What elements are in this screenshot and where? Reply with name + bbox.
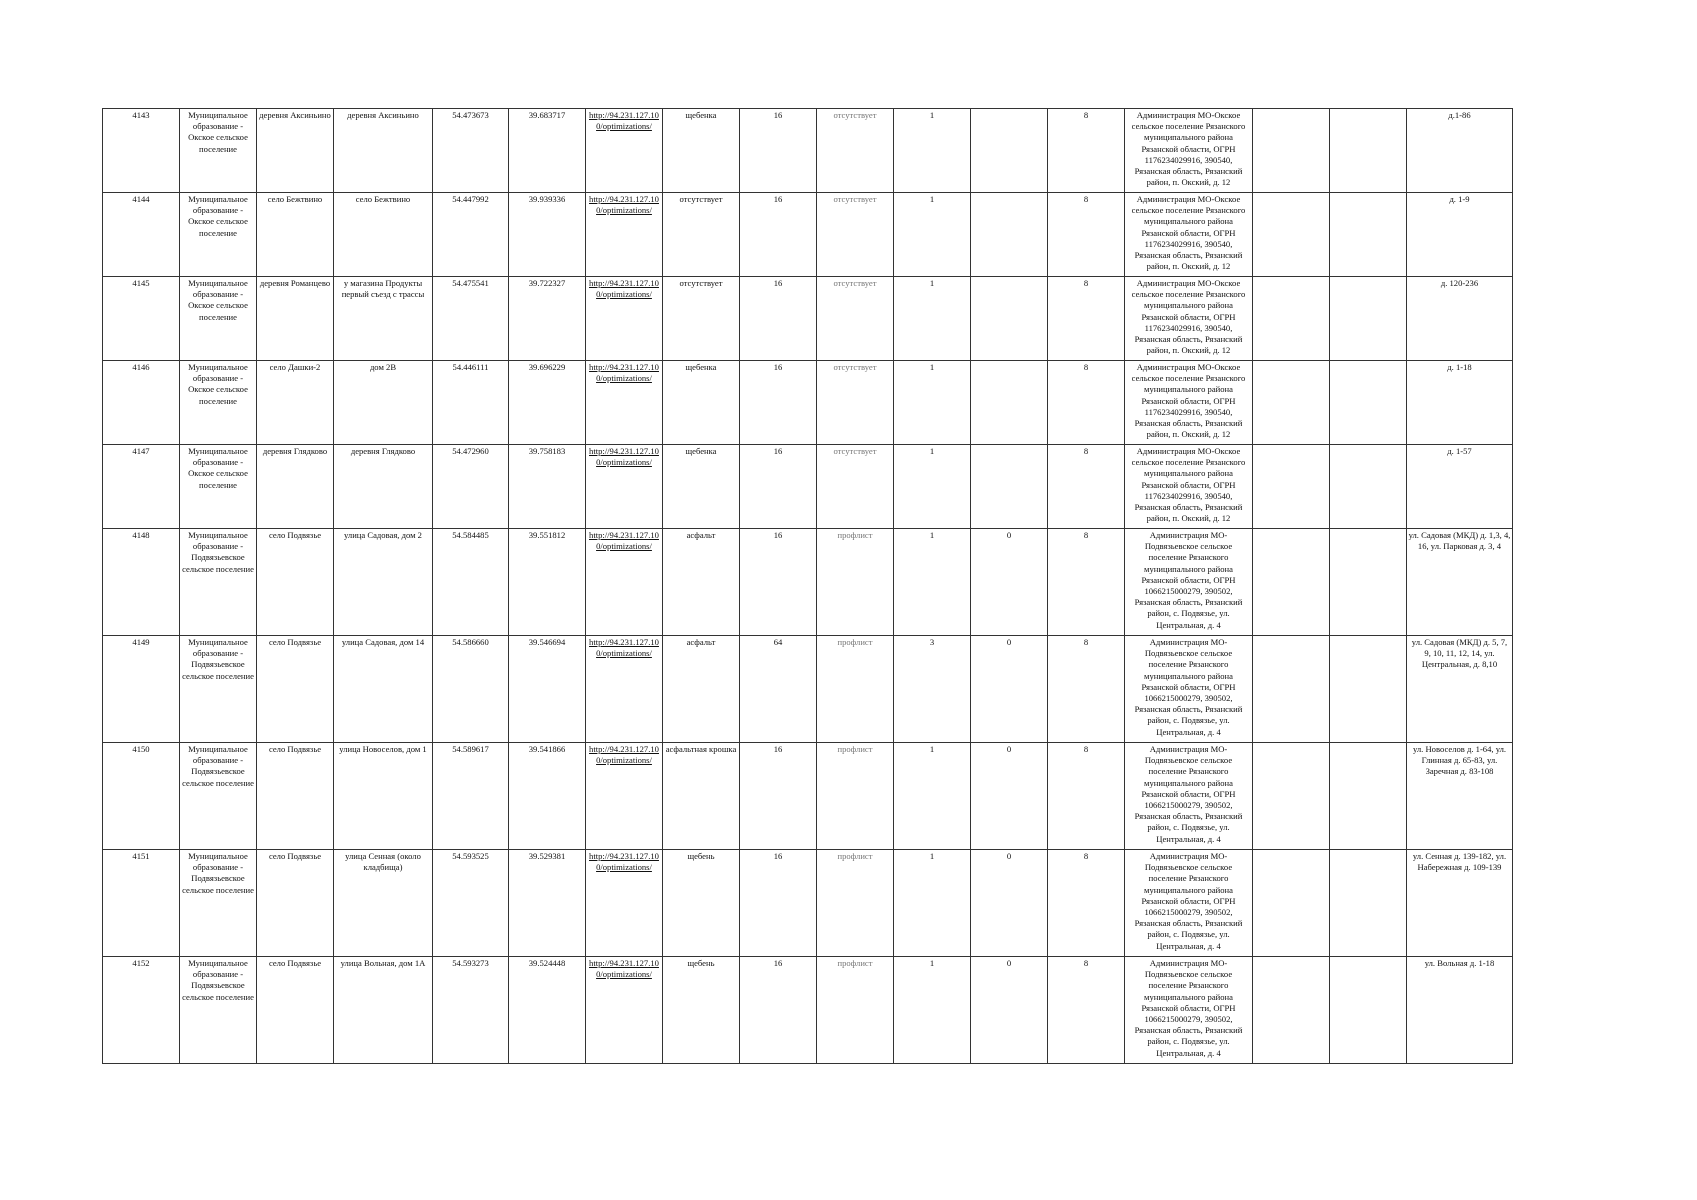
cell-container-count: 3 — [894, 636, 971, 743]
cell-municipality: Муниципальное образование - Окское сельское поселение — [180, 361, 257, 445]
cell-settlement: деревня Глядково — [257, 445, 334, 529]
cell-container-count-planned: 0 — [971, 743, 1048, 850]
cell-empty-1 — [1253, 743, 1330, 850]
cell-cover-type: профлист — [817, 850, 894, 957]
cell-area: 16 — [740, 277, 817, 361]
cell-location: улица Новоселов, дом 1 — [334, 743, 433, 850]
cell-owner: Администрация МО-Окское сельское поселение Рязанского муниципального района Рязанской области, ОГРН 1176234029916, 390540, Рязанская область, Рязанский район, п. Окский, д. 12 — [1125, 193, 1253, 277]
cell-owner: Администрация МО-Окское сельское поселение Рязанского муниципального района Рязанской области, ОГРН 1176234029916, 390540, Рязанская область, Рязанский район, п. Окский, д. 12 — [1125, 277, 1253, 361]
cell-container-volume: 8 — [1048, 743, 1125, 850]
cell-container-count-planned — [971, 445, 1048, 529]
cell-base-type: асфальт — [663, 529, 740, 636]
cell-empty-2 — [1330, 445, 1407, 529]
cell-longitude: 39.683717 — [509, 109, 586, 193]
cell-latitude: 54.446111 — [433, 361, 509, 445]
cell-settlement: село Подвязье — [257, 957, 334, 1064]
cell-container-count: 1 — [894, 445, 971, 529]
table-row — [103, 193, 1513, 277]
cell-sources: ул. Сенная д. 139-182, ул. Набережная д. 109-139 — [1407, 850, 1513, 957]
cell-latitude: 54.472960 — [433, 445, 509, 529]
map-link[interactable]: http://94.231.127.10 0/optimizations/ — [589, 110, 659, 132]
cell-location: улица Вольная, дом 1А — [334, 957, 433, 1064]
cell-empty-2 — [1330, 743, 1407, 850]
cell-sources: ул. Вольная д. 1-18 — [1407, 957, 1513, 1064]
cell-empty-1 — [1253, 277, 1330, 361]
cell-map-link — [586, 445, 663, 529]
cell-empty-2 — [1330, 277, 1407, 361]
table-row — [103, 529, 1513, 636]
cell-id: 4143 — [103, 109, 180, 193]
table-row — [103, 850, 1513, 957]
cell-cover-type: профлист — [817, 957, 894, 1064]
cell-area: 16 — [740, 743, 817, 850]
cell-settlement: село Дашки-2 — [257, 361, 334, 445]
cell-container-volume: 8 — [1048, 850, 1125, 957]
cell-location: деревня Глядково — [334, 445, 433, 529]
cell-id: 4151 — [103, 850, 180, 957]
cell-municipality: Муниципальное образование - Окское сельское поселение — [180, 445, 257, 529]
cell-id: 4145 — [103, 277, 180, 361]
cell-sources: д. 120-236 — [1407, 277, 1513, 361]
cell-empty-1 — [1253, 193, 1330, 277]
cell-settlement: село Подвязье — [257, 743, 334, 850]
cell-container-count-planned: 0 — [971, 850, 1048, 957]
cell-empty-2 — [1330, 109, 1407, 193]
cell-area: 16 — [740, 957, 817, 1064]
cell-container-count: 1 — [894, 277, 971, 361]
cell-empty-1 — [1253, 109, 1330, 193]
cell-base-type: отсутствует — [663, 277, 740, 361]
cell-cover-type: профлист — [817, 743, 894, 850]
cell-map-link — [586, 193, 663, 277]
cell-area: 16 — [740, 361, 817, 445]
cell-sources: д. 1-18 — [1407, 361, 1513, 445]
cell-location: дом 2В — [334, 361, 433, 445]
cell-container-count: 1 — [894, 743, 971, 850]
cell-sources: ул. Садовая (МКД) д. 1,3, 4, 16, ул. Парковая д. 3, 4 — [1407, 529, 1513, 636]
cell-longitude: 39.551812 — [509, 529, 586, 636]
cell-cover-type: отсутствует — [817, 361, 894, 445]
cell-base-type: щебень — [663, 957, 740, 1064]
map-link[interactable]: http://94.231.127.10 0/optimizations/ — [589, 851, 659, 873]
table-row — [103, 636, 1513, 743]
cell-empty-1 — [1253, 529, 1330, 636]
table-row — [103, 109, 1513, 193]
cell-container-volume: 8 — [1048, 957, 1125, 1064]
cell-owner: Администрация МО-Подвязьевское сельское поселение Рязанского муниципального района Рязанской области, ОГРН 1066215000279, 390502, Рязанская область, Рязанский район, с. Подвязье, ул. Центральная, д. 4 — [1125, 850, 1253, 957]
cell-location: село Бежтвино — [334, 193, 433, 277]
cell-id: 4150 — [103, 743, 180, 850]
cell-owner: Администрация МО-Подвязьевское сельское поселение Рязанского муниципального района Рязанской области, ОГРН 1066215000279, 390502, Рязанская область, Рязанский район, с. Подвязье, ул. Центральная, д. 4 — [1125, 636, 1253, 743]
table-row — [103, 743, 1513, 850]
cell-sources: ул. Садовая (МКД) д. 5, 7, 9, 10, 11, 12, 14, ул. Центральная, д. 8,10 — [1407, 636, 1513, 743]
table-row — [103, 957, 1513, 1064]
table-row — [103, 277, 1513, 361]
cell-municipality: Муниципальное образование - Окское сельское поселение — [180, 277, 257, 361]
cell-container-count: 1 — [894, 361, 971, 445]
cell-base-type: асфальтная крошка — [663, 743, 740, 850]
cell-owner: Администрация МО-Окское сельское поселение Рязанского муниципального района Рязанской области, ОГРН 1176234029916, 390540, Рязанская область, Рязанский район, п. Окский, д. 12 — [1125, 445, 1253, 529]
cell-settlement: село Подвязье — [257, 529, 334, 636]
registry-table — [102, 108, 1513, 1064]
cell-cover-type: отсутствует — [817, 193, 894, 277]
cell-municipality: Муниципальное образование - Окское сельское поселение — [180, 193, 257, 277]
cell-latitude: 54.586660 — [433, 636, 509, 743]
cell-area: 16 — [740, 109, 817, 193]
cell-area: 16 — [740, 193, 817, 277]
cell-settlement: деревня Аксиньино — [257, 109, 334, 193]
cell-municipality: Муниципальное образование - Подвязьевское сельское поселение — [180, 957, 257, 1064]
cell-base-type: щебенка — [663, 445, 740, 529]
map-link[interactable]: http://94.231.127.10 0/optimizations/ — [589, 958, 659, 980]
cell-location: деревня Аксиньино — [334, 109, 433, 193]
cell-map-link — [586, 361, 663, 445]
cell-map-link — [586, 957, 663, 1064]
cell-base-type: щебенка — [663, 109, 740, 193]
cell-container-count: 1 — [894, 957, 971, 1064]
table-row — [103, 361, 1513, 445]
cell-longitude: 39.939336 — [509, 193, 586, 277]
cell-container-count-planned — [971, 277, 1048, 361]
cell-container-count: 1 — [894, 109, 971, 193]
map-link[interactable]: http://94.231.127.10 0/optimizations/ — [589, 278, 659, 300]
cell-empty-1 — [1253, 850, 1330, 957]
cell-empty-2 — [1330, 850, 1407, 957]
cell-municipality: Муниципальное образование - Окское сельское поселение — [180, 109, 257, 193]
cell-location: улица Садовая, дом 2 — [334, 529, 433, 636]
cell-longitude: 39.541866 — [509, 743, 586, 850]
cell-container-volume: 8 — [1048, 636, 1125, 743]
cell-container-count-planned: 0 — [971, 957, 1048, 1064]
cell-cover-type: отсутствует — [817, 445, 894, 529]
cell-cover-type: профлист — [817, 636, 894, 743]
cell-area: 16 — [740, 445, 817, 529]
cell-container-count-planned — [971, 361, 1048, 445]
cell-cover-type: отсутствует — [817, 277, 894, 361]
cell-empty-1 — [1253, 957, 1330, 1064]
cell-cover-type: профлист — [817, 529, 894, 636]
cell-id: 4144 — [103, 193, 180, 277]
cell-sources: д. 1-9 — [1407, 193, 1513, 277]
map-link[interactable]: http://94.231.127.10 0/optimizations/ — [589, 446, 659, 468]
cell-base-type: отсутствует — [663, 193, 740, 277]
cell-empty-1 — [1253, 636, 1330, 743]
cell-location: улица Садовая, дом 14 — [334, 636, 433, 743]
map-link[interactable]: http://94.231.127.10 0/optimizations/ — [589, 362, 659, 384]
cell-longitude: 39.546694 — [509, 636, 586, 743]
cell-container-count-planned — [971, 109, 1048, 193]
cell-id: 4149 — [103, 636, 180, 743]
cell-latitude: 54.593525 — [433, 850, 509, 957]
cell-area: 16 — [740, 850, 817, 957]
cell-area: 64 — [740, 636, 817, 743]
cell-container-volume: 8 — [1048, 193, 1125, 277]
cell-container-volume: 8 — [1048, 361, 1125, 445]
cell-latitude: 54.473673 — [433, 109, 509, 193]
cell-container-count: 1 — [894, 850, 971, 957]
cell-empty-2 — [1330, 193, 1407, 277]
table-row — [103, 445, 1513, 529]
cell-latitude: 54.589617 — [433, 743, 509, 850]
cell-container-volume: 8 — [1048, 109, 1125, 193]
cell-settlement: село Подвязье — [257, 850, 334, 957]
cell-longitude: 39.696229 — [509, 361, 586, 445]
cell-map-link — [586, 636, 663, 743]
table-body — [103, 109, 1513, 1064]
cell-map-link — [586, 109, 663, 193]
cell-empty-2 — [1330, 957, 1407, 1064]
cell-id: 4147 — [103, 445, 180, 529]
cell-id: 4152 — [103, 957, 180, 1064]
map-link[interactable]: http://94.231.127.10 0/optimizations/ — [589, 530, 659, 552]
cell-map-link — [586, 277, 663, 361]
cell-owner: Администрация МО-Окское сельское поселение Рязанского муниципального района Рязанской области, ОГРН 1176234029916, 390540, Рязанская область, Рязанский район, п. Окский, д. 12 — [1125, 109, 1253, 193]
cell-map-link — [586, 850, 663, 957]
cell-longitude: 39.722327 — [509, 277, 586, 361]
cell-base-type: асфальт — [663, 636, 740, 743]
cell-municipality: Муниципальное образование - Подвязьевское сельское поселение — [180, 850, 257, 957]
cell-container-volume: 8 — [1048, 277, 1125, 361]
cell-empty-1 — [1253, 445, 1330, 529]
cell-latitude: 54.584485 — [433, 529, 509, 636]
cell-container-count: 1 — [894, 193, 971, 277]
cell-owner: Администрация МО-Подвязьевское сельское поселение Рязанского муниципального района Рязанской области, ОГРН 1066215000279, 390502, Рязанская область, Рязанский район, с. Подвязье, ул. Центральная, д. 4 — [1125, 529, 1253, 636]
cell-municipality: Муниципальное образование - Подвязьевское сельское поселение — [180, 743, 257, 850]
map-link[interactable]: http://94.231.127.10 0/optimizations/ — [589, 744, 659, 766]
cell-municipality: Муниципальное образование - Подвязьевское сельское поселение — [180, 529, 257, 636]
cell-empty-2 — [1330, 529, 1407, 636]
cell-owner: Администрация МО-Окское сельское поселение Рязанского муниципального района Рязанской области, ОГРН 1176234029916, 390540, Рязанская область, Рязанский район, п. Окский, д. 12 — [1125, 361, 1253, 445]
cell-longitude: 39.758183 — [509, 445, 586, 529]
cell-longitude: 39.529381 — [509, 850, 586, 957]
map-link[interactable]: http://94.231.127.10 0/optimizations/ — [589, 194, 659, 216]
cell-empty-2 — [1330, 636, 1407, 743]
cell-latitude: 54.447992 — [433, 193, 509, 277]
cell-container-count-planned: 0 — [971, 636, 1048, 743]
cell-container-count-planned: 0 — [971, 529, 1048, 636]
cell-empty-2 — [1330, 361, 1407, 445]
cell-container-count-planned — [971, 193, 1048, 277]
cell-sources: д.1-86 — [1407, 109, 1513, 193]
cell-latitude: 54.593273 — [433, 957, 509, 1064]
cell-owner: Администрация МО-Подвязьевское сельское поселение Рязанского муниципального района Рязанской области, ОГРН 1066215000279, 390502, Рязанская область, Рязанский район, с. Подвязье, ул. Центральная, д. 4 — [1125, 957, 1253, 1064]
cell-location: улица Сенная (около кладбища) — [334, 850, 433, 957]
cell-container-volume: 8 — [1048, 445, 1125, 529]
map-link[interactable]: http://94.231.127.10 0/optimizations/ — [589, 637, 659, 659]
cell-settlement: деревня Романцево — [257, 277, 334, 361]
cell-container-count: 1 — [894, 529, 971, 636]
cell-id: 4148 — [103, 529, 180, 636]
cell-latitude: 54.475541 — [433, 277, 509, 361]
cell-cover-type: отсутствует — [817, 109, 894, 193]
cell-id: 4146 — [103, 361, 180, 445]
cell-owner: Администрация МО-Подвязьевское сельское поселение Рязанского муниципального района Рязанской области, ОГРН 1066215000279, 390502, Рязанская область, Рязанский район, с. Подвязье, ул. Центральная, д. 4 — [1125, 743, 1253, 850]
cell-base-type: щебенка — [663, 361, 740, 445]
cell-location: у магазина Продукты первый съезд с трассы — [334, 277, 433, 361]
cell-empty-1 — [1253, 361, 1330, 445]
cell-municipality: Муниципальное образование - Подвязьевское сельское поселение — [180, 636, 257, 743]
cell-longitude: 39.524448 — [509, 957, 586, 1064]
cell-settlement: село Подвязье — [257, 636, 334, 743]
cell-base-type: щебень — [663, 850, 740, 957]
cell-container-volume: 8 — [1048, 529, 1125, 636]
cell-area: 16 — [740, 529, 817, 636]
cell-sources: ул. Новоселов д. 1-64, ул. Глинная д. 65-83, ул. Заречная д. 83-108 — [1407, 743, 1513, 850]
cell-settlement: село Бежтвино — [257, 193, 334, 277]
cell-map-link — [586, 529, 663, 636]
cell-sources: д. 1-57 — [1407, 445, 1513, 529]
cell-map-link — [586, 743, 663, 850]
